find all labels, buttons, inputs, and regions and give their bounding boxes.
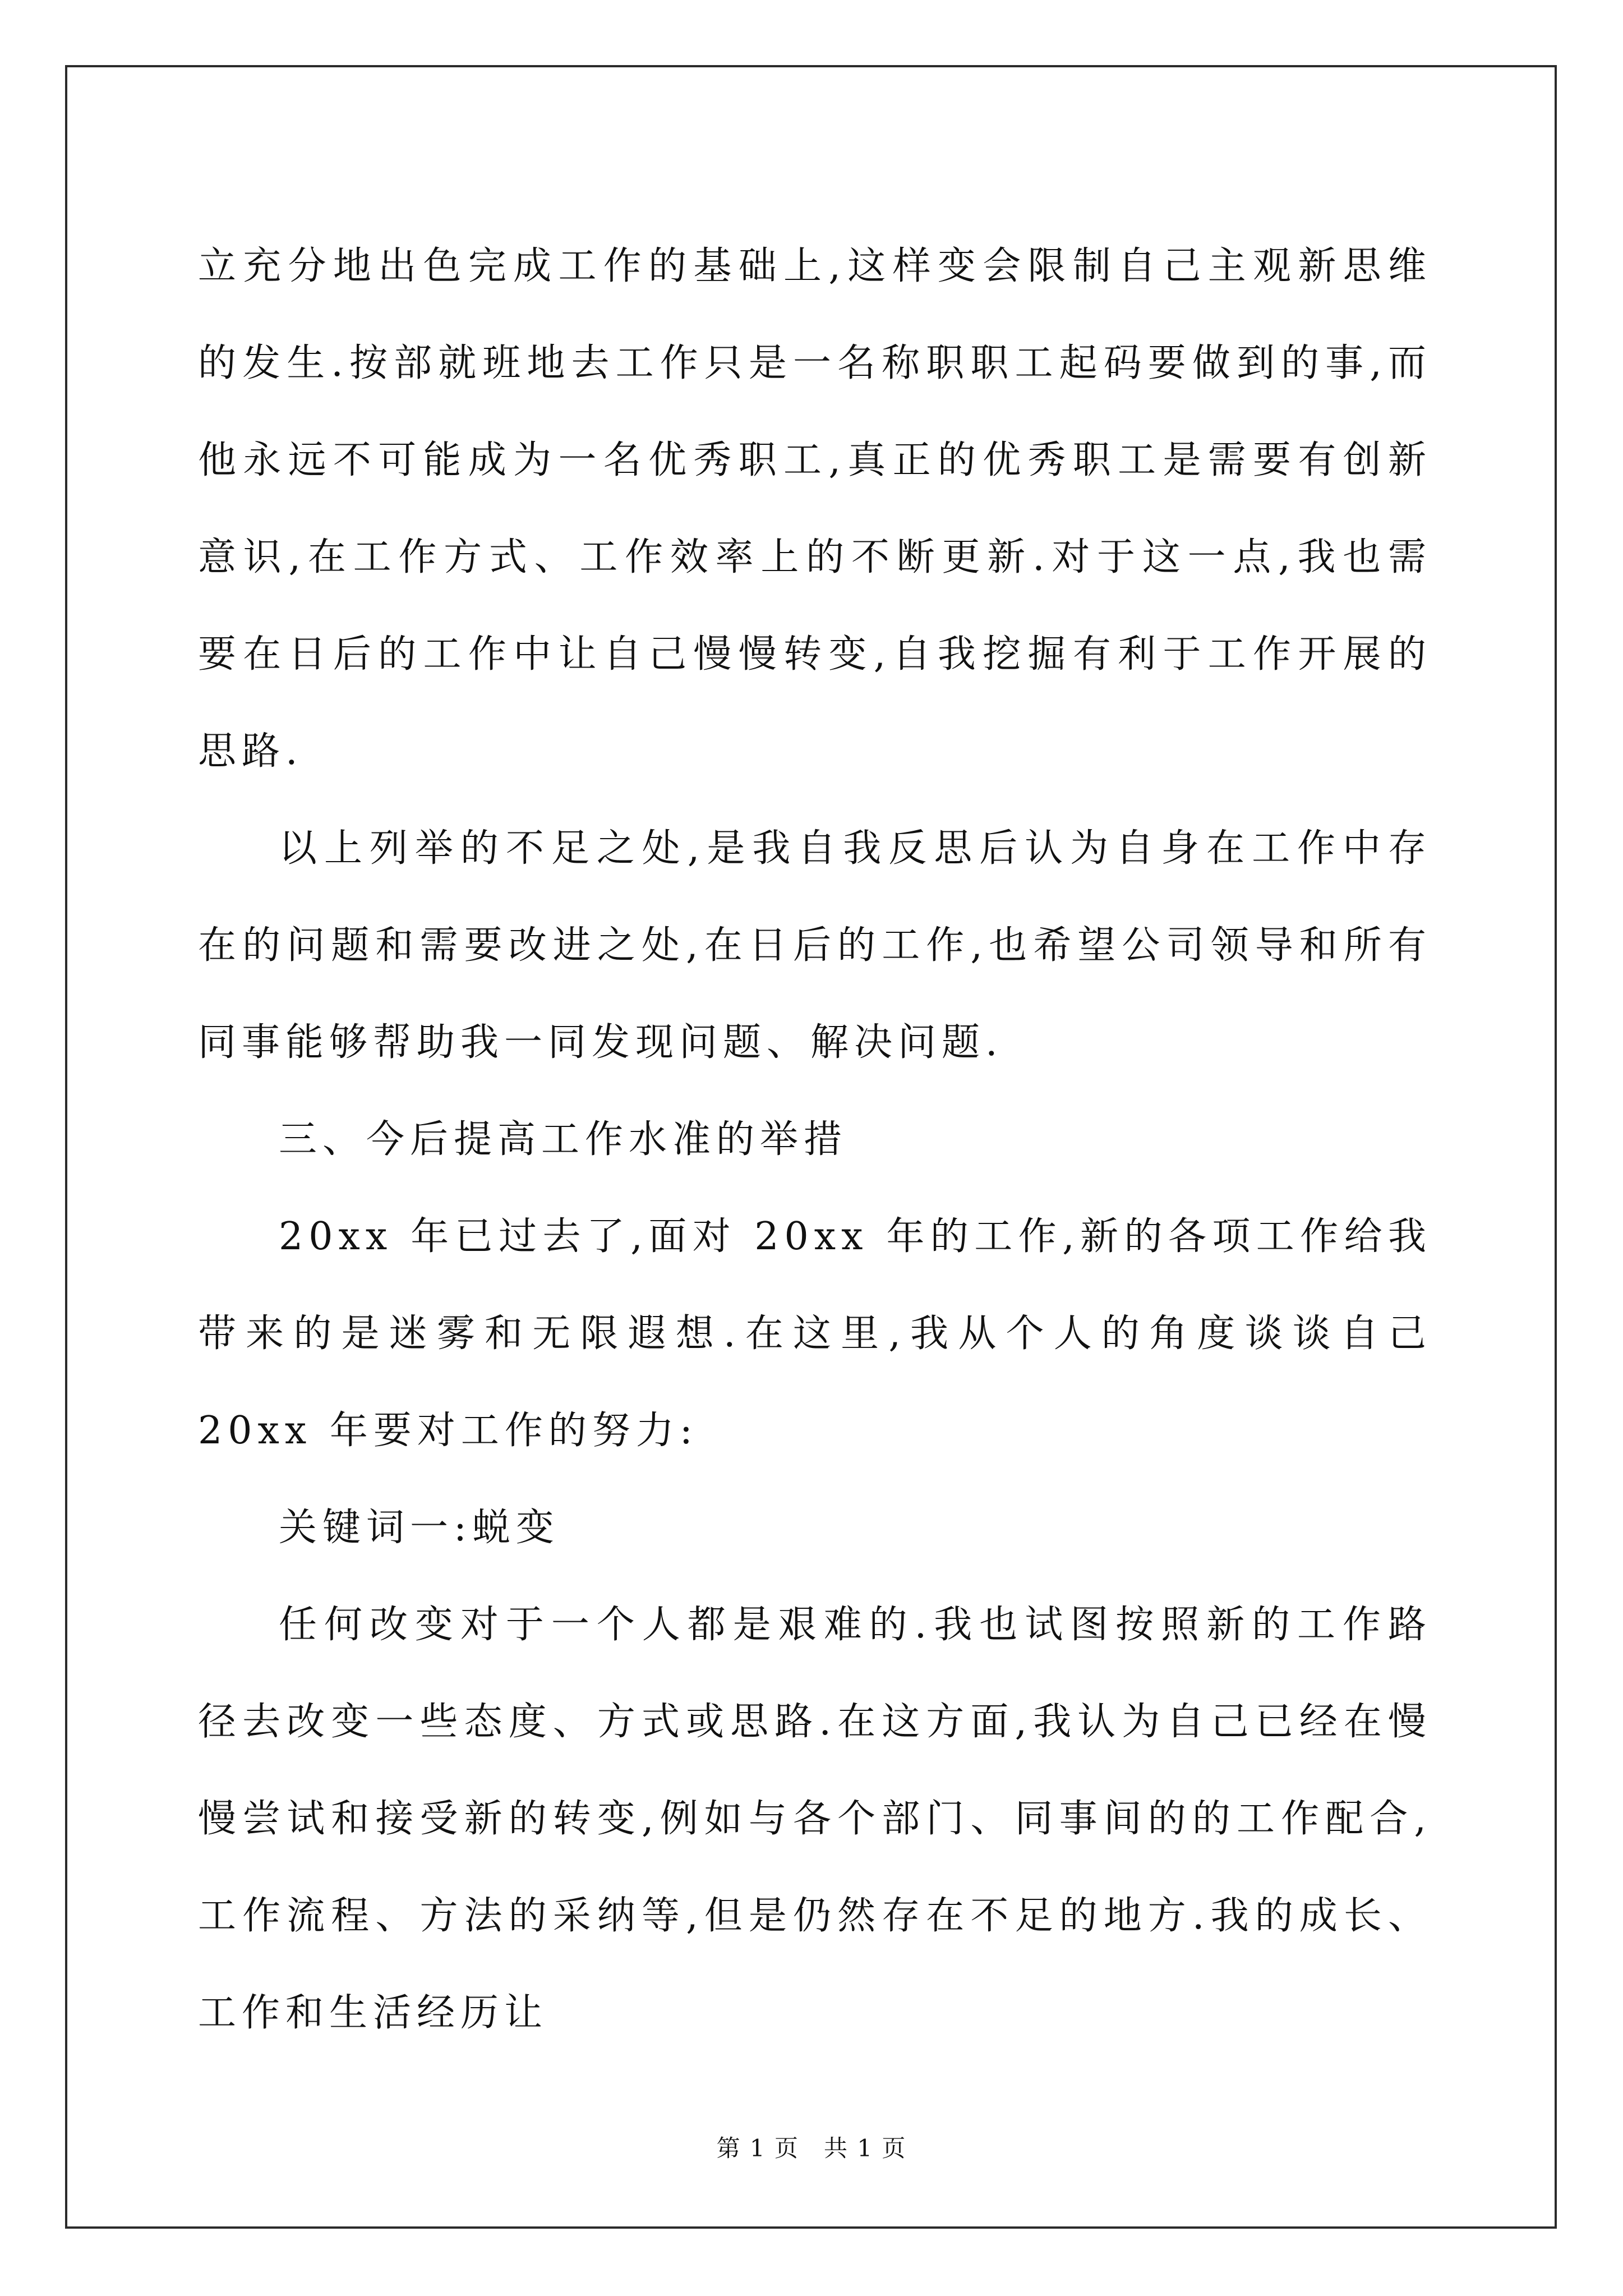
paragraph-4: 任何改变对于一个人都是艰难的.我也试图按照新的工作路径去改变一些态度、方式或思路.在这方面,我认为自己已经在慢慢尝试和接受新的转变,例如与各个部门、同事间的的工作配合,工作流程、方法的采纳等,但是仍然存在不足的地方.我的成长、工作和生活经历让 bbox=[198, 1603, 1432, 2035]
paragraph-2: 以上列举的不足之处,是我自我反思后认为自身在工作中存在的问题和需要改进之处,在日后的工作,也希望公司领导和所有同事能够帮助我一同发现问题、解决问题. bbox=[198, 826, 1432, 1065]
keyword-heading: 关键词一:蜕变 bbox=[279, 1506, 560, 1550]
section-heading: 三、今后提高工作水准的举措 bbox=[279, 1117, 848, 1162]
page-footer: 第 1 页 共 1 页 bbox=[716, 2134, 907, 2162]
paragraph-1: 立充分地出色完成工作的基础上,这样变会限制自己主观新思维的发生.按部就班地去工作只是一名称职职工起码要做到的事,而他永远不可能成为一名优秀职工,真正的优秀职工是需要有创新意识,在工作方式、工作效率上的不断更新.对于这一点,我也需要在日后的工作中让自己慢慢转变,自我挖掘有利于工作开展的思路. bbox=[198, 244, 1432, 774]
document-body bbox=[198, 218, 1432, 2062]
paragraph-3: 20xx 年已过去了,面对 20xx 年的工作,新的各项工作给我带来的是迷雾和无限遐想.在这里,我从个人的角度谈谈自己 20xx 年要对工作的努力: bbox=[198, 1214, 1432, 1453]
